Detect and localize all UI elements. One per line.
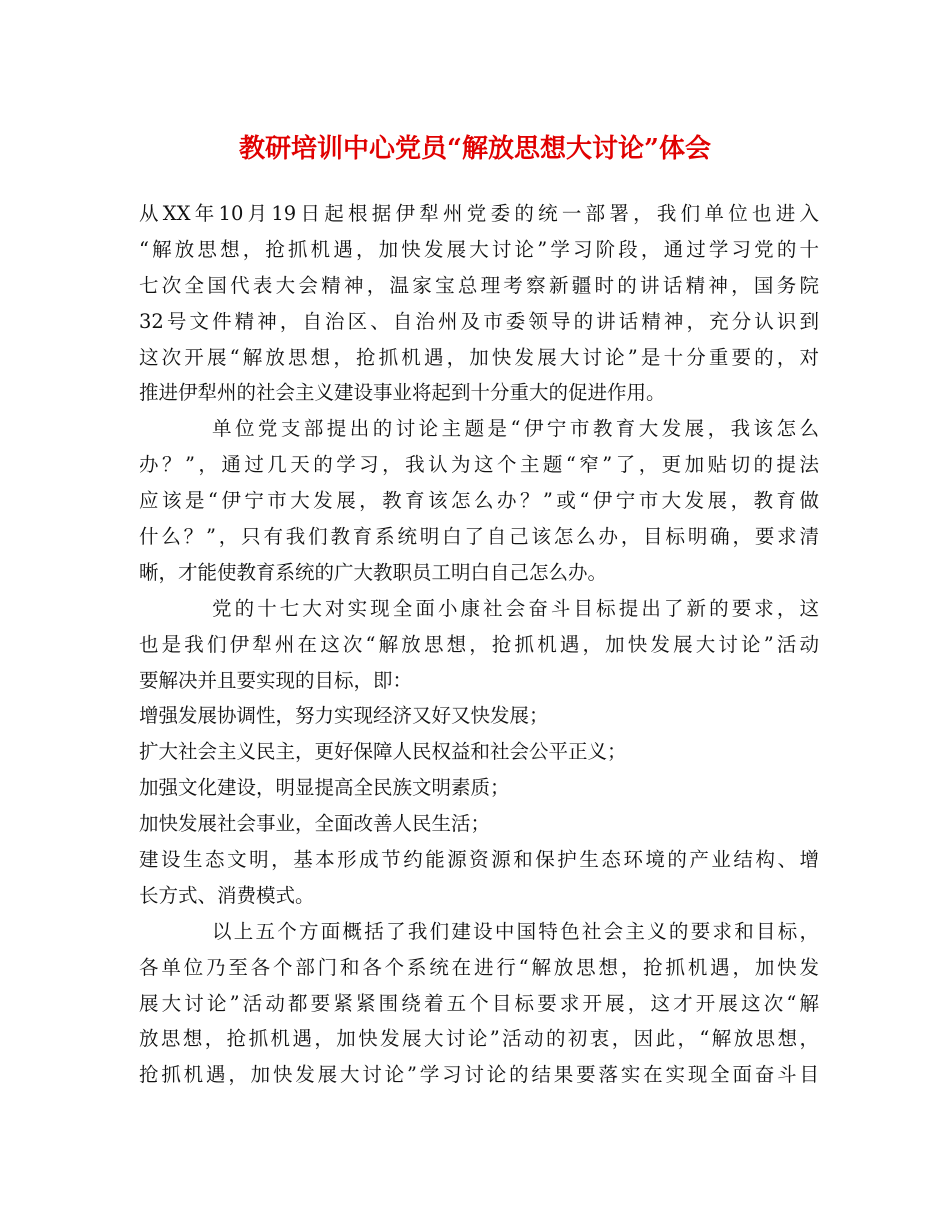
text-line: 要解决并且要实现的目标，即： — [139, 668, 413, 692]
text-line: 晰，才能使教育系统的广大教职员工明白自己怎么办。 — [139, 560, 608, 584]
list-item: 扩大社会主义民主，更好保障人民权益和社会公平正义； — [139, 740, 627, 764]
text-line: 党的十七大对实现全面小康社会奋斗目标提出了新的要求，这 — [212, 596, 819, 620]
text-line: 长方式、消费模式。 — [139, 883, 315, 907]
text-line: 这次开展“解放思想，抢抓机遇，加快发展大讨论”是十分重要的，对 — [139, 345, 819, 369]
document-body — [139, 196, 819, 1093]
text-line: “解放思想，抢抓机遇，加快发展大讨论”学习阶段，通过学习党的十 — [139, 237, 819, 261]
list-item: 建设生态文明，基本形成节约能源资源和保护生态环境的产业结构、增 — [139, 848, 819, 872]
list-item: 加强文化建设，明显提高全民族文明素质； — [139, 776, 510, 800]
text-line: 七次全国代表大会精神，温家宝总理考察新疆时的讲话精神，国务院 — [139, 273, 819, 297]
text-line: 展大讨论”活动都要紧紧围绕着五个目标要求开展，这才开展这次“解 — [139, 991, 819, 1015]
text-line: 什么？”，只有我们教育系统明白了自己该怎么办，目标明确，要求清 — [139, 525, 819, 549]
text-line: 从XX年10月19日起根据伊犁州党委的统一部署，我们单位也进入 — [139, 202, 819, 225]
list-item: 增强发展协调性，努力实现经济又好又快发展； — [139, 704, 549, 728]
text-line: 以上五个方面概括了我们建设中国特色社会主义的要求和目标， — [212, 919, 819, 943]
text-line: 抢抓机遇，加快发展大讨论”学习讨论的结果要落实在实现全面奋斗目 — [139, 1063, 819, 1087]
text-line: 单位党支部提出的讨论主题是“伊宁市教育大发展，我该怎么 — [212, 417, 819, 441]
text-line: 也是我们伊犁州在这次“解放思想，抢抓机遇，加快发展大讨论”活动 — [139, 632, 819, 656]
list-item: 加快发展社会事业，全面改善人民生活； — [139, 812, 491, 836]
text-line: 办？”，通过几天的学习，我认为这个主题“窄”了，更加贴切的提法 — [139, 453, 819, 477]
text-line: 各单位乃至各个部门和各个系统在进行“解放思想，抢抓机遇，加快发 — [139, 955, 819, 979]
text-line: 32号文件精神，自治区、自治州及市委领导的讲话精神，充分认识到 — [139, 309, 819, 333]
text-line: 应该是“伊宁市大发展，教育该怎么办？”或“伊宁市大发展，教育做 — [139, 489, 819, 513]
text-line: 推进伊犁州的社会主义建设事业将起到十分重大的促进作用。 — [139, 381, 666, 405]
document-title: 教研培训中心党员“解放思想大讨论”体会 — [239, 134, 711, 164]
text-line: 放思想，抢抓机遇，加快发展大讨论”活动的初衷，因此，“解放思想， — [139, 1027, 819, 1051]
